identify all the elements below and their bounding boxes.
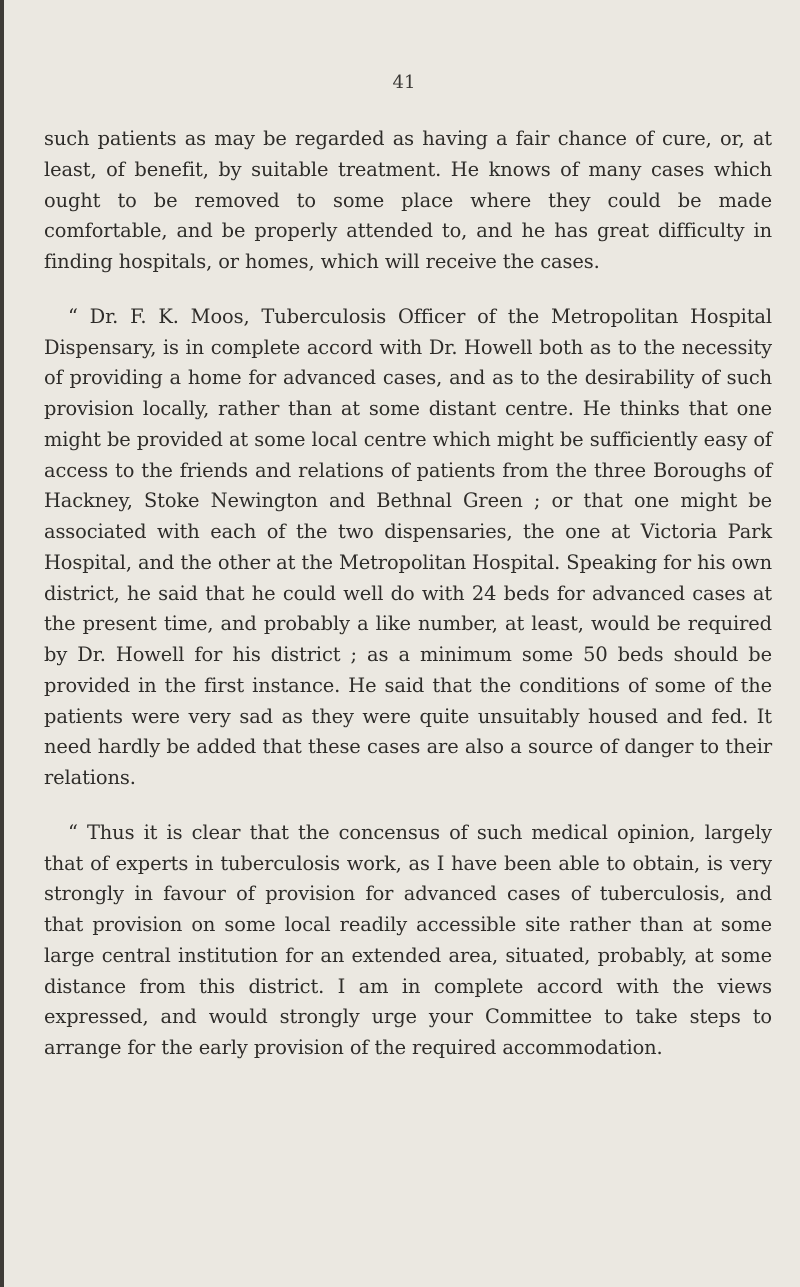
page-number: 41 <box>392 72 416 93</box>
paragraph-3: “ Thus it is clear that the concensus of such medical opinion, largely that of experts in tuberculosis work, as I have been able to obtain, is very strongly in favour of provision for advanced cases of tuberculosis, and that provision on some local readily accessible site rather than at some large central institution for an extended area, situated, probably, at some distance from this district. I am in complete accord with the views expressed, and would strongly urge your Committee to take steps to arrange for the early provision of the required accommodation. <box>44 820 772 1059</box>
body-text <box>44 124 772 1064</box>
paragraph-1: such patients as may be regarded as having a fair chance of cure, or, at least, of benefit, by suitable treatment. He knows of many cases which ought to be removed to some place where they could be made comfortable, and be properly attended to, and he has great difficulty in finding hospitals, or homes, which will receive the cases. <box>44 127 772 273</box>
paragraph-2: “ Dr. F. K. Moos, Tuberculosis Officer of the Metropolitan Hospital Dispensary, is in complete accord with Dr. Howell both as to the necessity of providing a home for advanced cases, and as to the desirability of such provision locally, rather than at some distant centre. He thinks that one might be provided at some local centre which might be sufficiently easy of access to the friends and relations of patients from the three Boroughs of Hackney, Stoke Newington and Bethnal Green ; or that one might be associated with each of the two dispensaries, the one at Victoria Park Hospital, and the other at the Metropolitan Hospital. Speaking for his own district, he said that he could well do with 24 beds for advanced cases at the present time, and probably a like number, at least, would be required by Dr. Howell for his district ; as a minimum some 50 beds should be provided in the first instance. He said that the conditions of some of the patients were very sad as they were quite unsuitably housed and fed. It need hardly be added that these cases are also a source of danger to their relations. <box>44 304 772 789</box>
